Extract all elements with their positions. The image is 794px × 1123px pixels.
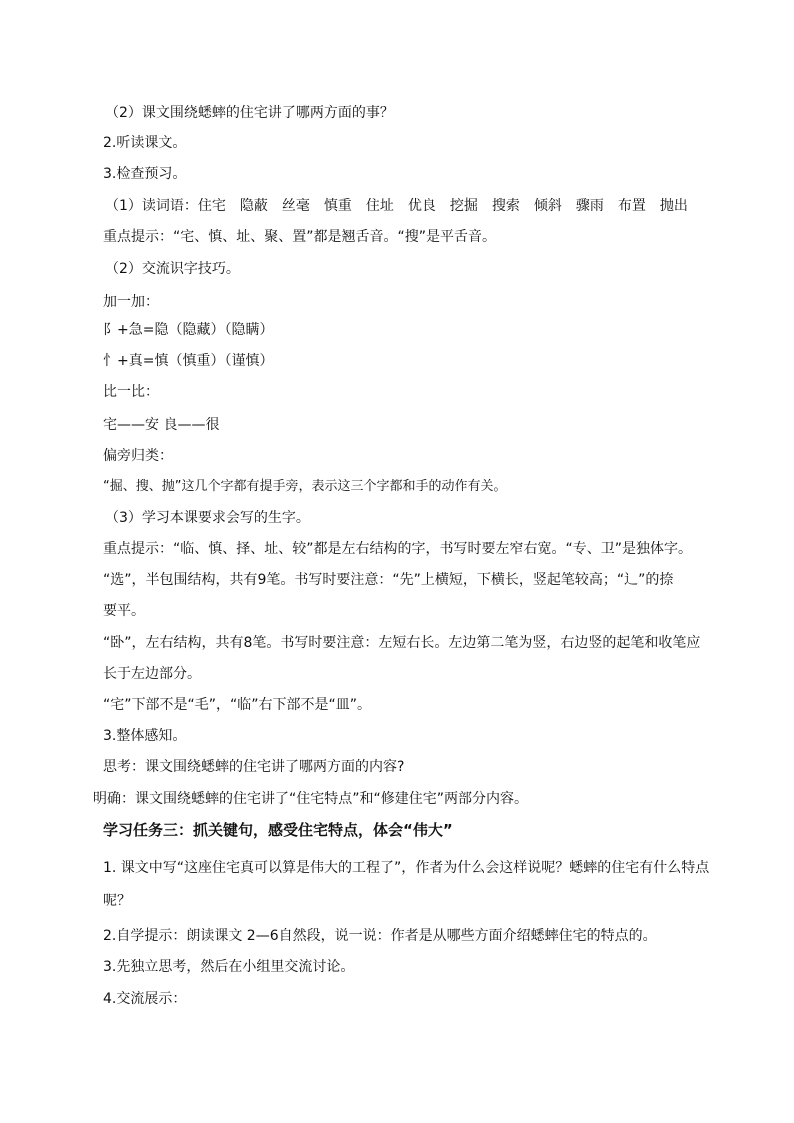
vocab-prefix: （1）读词语： — [105, 198, 198, 214]
vocab-word: 丝毫 — [281, 198, 310, 214]
compare-examples: 宅——安 良——很 — [103, 417, 220, 433]
vocab-word: 住宅 — [197, 198, 226, 214]
vocab-word: 搜索 — [491, 198, 520, 214]
vocab-word: 抛出 — [659, 198, 688, 214]
question-two-line: （2）课文围绕蟋蟀的住宅讲了哪两方面的事？ — [105, 105, 394, 121]
vocab-word: 挖掘 — [449, 198, 478, 214]
add-example-yin: 阝+急=隐（隐藏）（隐瞒） — [103, 322, 274, 338]
vocab-word: 住址 — [365, 198, 394, 214]
compare-method-label: 比一比： — [103, 384, 159, 400]
task-question-one: 1. 课文中写“这座住宅真可以算是伟大的工程了”，作者为什么会这样说呢？蟋蟀的住宅有什么特点 — [103, 860, 710, 876]
add-method-label: 加一加： — [103, 294, 159, 310]
thinking-question: 思考：课文围绕蟋蟀的住宅讲了哪两方面的内容? — [103, 759, 405, 775]
overall-perception-step: 3.整体感知。 — [103, 728, 187, 744]
xuan-writing-tip-cont: 要平。 — [103, 603, 145, 619]
writing-structure-tip: 重点提示：“临、慎、择、址、较”都是左右结构的字，书写时要左窄右宽。“专、卫”是独体字。 — [103, 541, 693, 557]
task-question-one-cont: 呢？ — [103, 893, 131, 909]
step-listen-reading: 2.听读课文。 — [103, 135, 187, 151]
task-three-heading: 学习任务三：抓关键句，感受住宅特点，体会“伟大” — [103, 821, 453, 839]
wo-writing-tip: “卧”，左右结构，共有8笔。书写时要注意：左短右长。左边第二笔为竖，右边竖的起笔和收笔应 — [103, 635, 701, 651]
vocab-words — [198, 198, 688, 214]
vocab-word: 优良 — [407, 198, 436, 214]
add-example-shen: 忄+真=慎（慎重）（谨慎） — [103, 353, 274, 369]
vocab-word: 倾斜 — [533, 198, 562, 214]
group-discussion-step: 3.先独立思考，然后在小组里交流讨论。 — [103, 959, 355, 975]
step-check-preview: 3.检查预习。 — [103, 166, 187, 182]
vocab-word: 慎重 — [323, 198, 352, 214]
vocab-line — [105, 196, 688, 216]
radical-grouping-note: “掘、搜、抛”这几个字都有提手旁，表示这三个字都和手的动作有关。 — [103, 479, 507, 494]
character-distinction-tip: “宅”下部不是“毛”，“临”右下部不是“皿”。 — [103, 697, 372, 713]
pronunciation-tip: 重点提示：“宅、慎、址、聚、置”都是翘舌音。“搜”是平舌音。 — [103, 229, 497, 245]
vocab-word: 布置 — [617, 198, 646, 214]
writing-characters-heading: （3）学习本课要求会写的生字。 — [105, 510, 310, 526]
vocab-word: 隐蔽 — [239, 198, 268, 214]
vocab-word: 骤雨 — [575, 198, 604, 214]
self-study-tip: 2.自学提示：朗读课文 2—6自然段，说一说：作者是从哪些方面介绍蟋蟀住宅的特点的。 — [103, 928, 657, 944]
xuan-writing-tip: “选”，半包围结构，共有9笔。书写时要注意：“先”上横短，下横长，竖起笔较高；“辶”的捺 — [103, 572, 674, 588]
radical-grouping-label: 偏旁归类： — [103, 448, 173, 464]
literacy-skills-heading: （2）交流识字技巧。 — [105, 261, 240, 277]
clarification-answer: 明确：课文围绕蟋蟀的住宅讲了“住宅特点”和“修建住宅”两部分内容。 — [93, 791, 529, 807]
wo-writing-tip-cont: 长于左边部分。 — [103, 666, 201, 682]
presentation-step: 4.交流展示： — [103, 991, 187, 1007]
